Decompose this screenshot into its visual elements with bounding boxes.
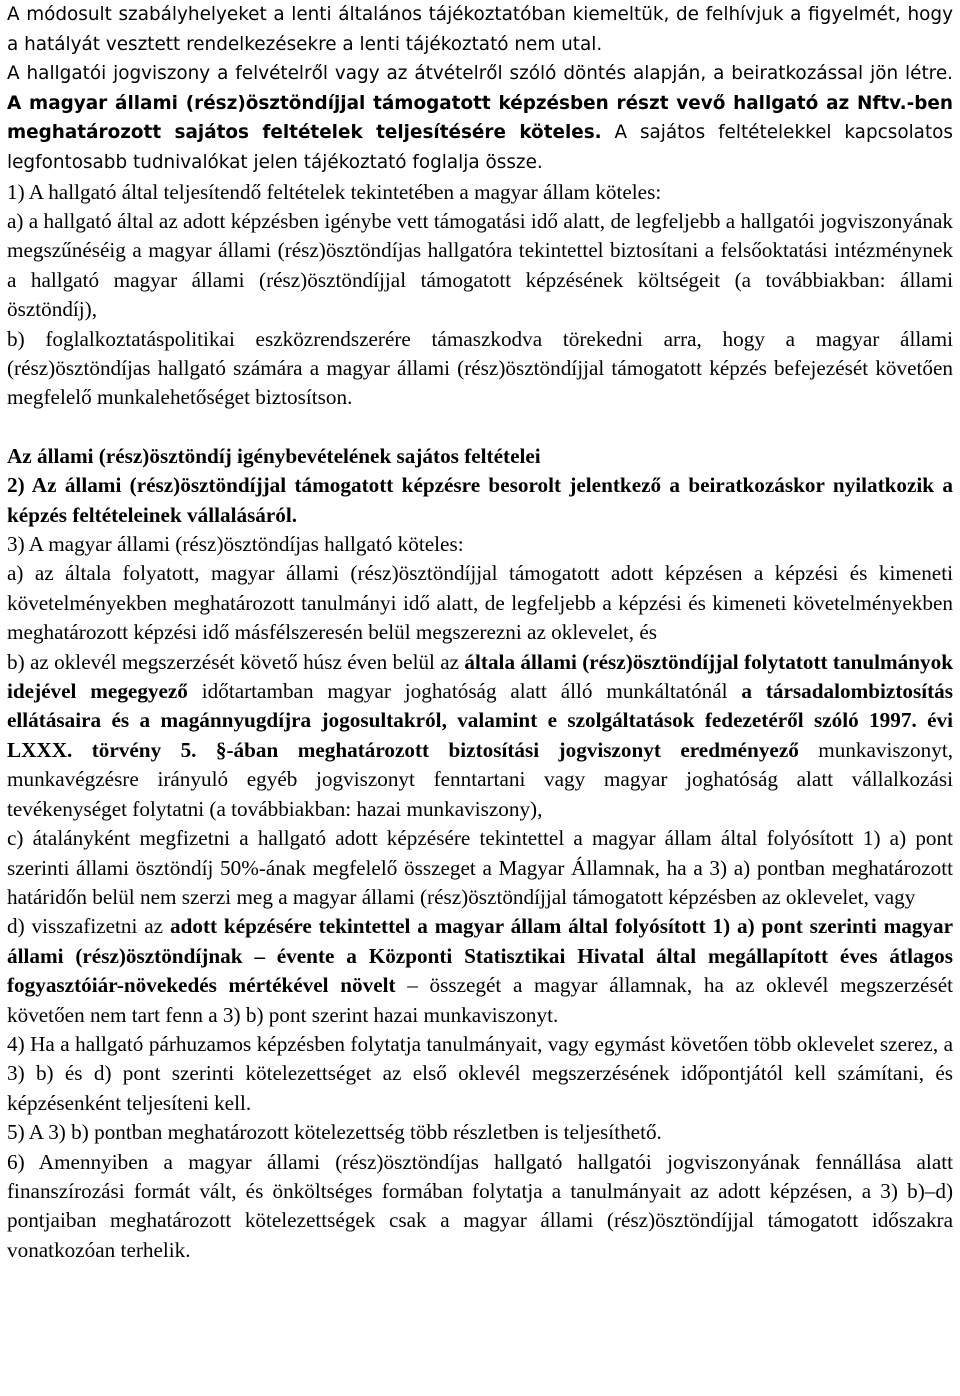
section-2-text: 2) Az állami (rész)ösztöndíjjal támogatott képzésre besorolt jelentkező a beiratkozáskor nyilatkozik a képzés feltételeinek vállalásáról. [7, 473, 953, 527]
s3b-text-3: munkaviszonyt, munkavégzésre irányuló egyéb jogviszonyt fenntartani vagy magyar joghatóság alatt vállalkozási tevékenységet folytatni (a továbbiakban: hazai munkaviszony), [7, 737, 954, 821]
intro-p2-text-a: A hallgatói jogviszony a felvételről vagy az átvételről szóló döntés alapján, a beiratkozással jön létre. [7, 63, 953, 85]
section-3-point-b [7, 648, 953, 824]
section-heading [7, 442, 953, 471]
section-4: 4) Ha a hallgató párhuzamos képzésben folytatja tanulmányait, vagy egymást követően több oklevelet szerez, a 3) b) és d) pont szerinti kötelezettséget az első oklevél megszerzésének időpontjától kell számítani, és képzésenként teljesíteni kell. [7, 1031, 953, 1115]
s3b-bold-2: a társadalombiztosítás ellátásaira és a magánnyugdíjra jogosultakról, valamint e szolgáltatások fedezetéről szóló 1997. évi LXXX. törvény 5. §-ában meghatározott biztosítási jogviszonyt eredményező [7, 679, 953, 762]
section-3-point-a: a) az általa folyatott, magyar állami (rész)ösztöndíjjal támogatott adott képzésen a képzési és kimeneti követelményekben meghatározott tanulmányi idő alatt, de legfeljebb a képzési és kimeneti követelményekben meghatározott képzési idő másfélszeresén belül megszerezni az oklevelet, és [7, 561, 953, 645]
section-1-point-b: b) foglalkoztatáspolitikai eszközrendszerére támaszkodva törekedni arra, hogy a magyar állami (rész)ösztöndíjas hallgató számára a magyar állami (rész)ösztöndíjjal támogatott képzés befejezését követően megfelelő munkalehetőséget biztosítson. [7, 326, 953, 410]
s3b-text-1: b) az oklevél megszerzését követő húsz éven belül az [7, 649, 465, 674]
intro-p2-text-c: A sajátos feltételekkel kapcsolatos legfontosabb tudnivalókat jelen tájékoztató foglalja össze. [7, 122, 953, 173]
s3d-text-2: – összegét a magyar államnak, ha az oklevél megszerzését követően nem tart fenn a 3) b) pont szerint hazai munkaviszonyt. [7, 973, 954, 1027]
main-section [7, 178, 953, 1266]
section-6: 6) Amennyiben a magyar állami (rész)ösztöndíjas hallgató hallgatói jogviszonyának fennállása alatt finanszírozási formát vált, és önköltséges formában folytatja a tanulmányait az adott képzésen, a 3) b)–d) pontjaiban meghatározott kötelezettségek csak a magyar állami (rész)ösztöndíjjal támogatott időszakra vonatkozóan terhelik. [7, 1149, 953, 1262]
section-1-point-a: a) a hallgató által az adott képzésben igénybe vett támogatási idő alatt, de legfeljebb a hallgatói jogviszonyának megszűnéséig a magyar állami (rész)ösztöndíjas hallgatóra tekintettel biztosítani a felsőoktatási intézménynek a hallgató magyar állami (rész)ösztöndíjjal támogatott képzésének költségeit (a továbbiakban: állami ösztöndíj), [7, 208, 953, 322]
s3d-text-1: d) visszafizetni az [7, 914, 170, 939]
intro-section [7, 0, 953, 178]
s3b-bold-1: általa állami (rész)ösztöndíjjal folytatott tanulmányok idejével megegyező [7, 649, 954, 704]
intro-paragraph-1: A módosult szabályhelyeket a lenti általános tájékoztatóban kiemeltük, de felhívjuk a figyelmét, hogy a hatályát vesztett rendelkezésekre a lenti tájékoztató nem utal. [7, 4, 953, 55]
section-5: 5) A 3) b) pontban meghatározott kötelezettség több részletben is teljesíthető. [7, 1120, 662, 1145]
section-heading-text: Az állami (rész)ösztöndíj igénybevételének sajátos feltételei [7, 443, 541, 468]
intro-paragraph-2 [7, 59, 953, 177]
section-3-point-c: c) átalányként megfizetni a hallgató adott képzésére tekintettel a magyar állam által folyósított 1) a) pont szerinti állami ösztöndíj 50%-ának megfelelő összeget a Magyar Államnak, ha a 3) a) pontban meghatározott határidőn belül nem szerzi meg a magyar állami (rész)ösztöndíjjal támogatott képzésben az oklevelet, vagy [7, 826, 953, 909]
section-3-lead: 3) A magyar állami (rész)ösztöndíjas hallgató köteles: [7, 532, 464, 557]
s3b-text-2: időtartamban magyar joghatóság alatt álló munkáltatónál [187, 679, 742, 704]
section-3-point-d [7, 912, 953, 1030]
section-1-lead: 1) A hallgató által teljesítendő feltételek tekintetében a magyar állam köteles: [7, 179, 662, 204]
section-2 [7, 471, 953, 530]
s3d-bold: adott képzésére tekintettel a magyar állam által folyósított 1) a) pont szerinti magyar állami (rész)ösztöndíjnak – évente a Központi Statisztikai Hivatal által megállapított éves átlagos fogyasztóiár-növekedés mértékével növelt [7, 914, 953, 998]
intro-p2-bold: A magyar állami (rész)ösztöndíjjal támogatott képzésben részt vevő hallgató az Nftv.-ben meghatározott sajátos feltételek teljesítésére köteles. [7, 92, 953, 144]
